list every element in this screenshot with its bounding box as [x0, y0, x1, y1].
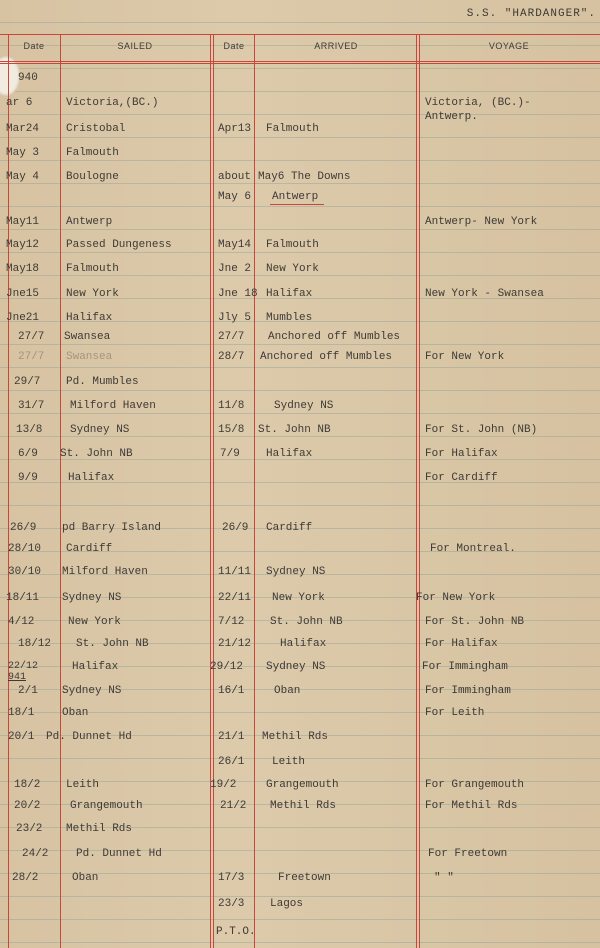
sailed-date: 29/7	[14, 376, 41, 388]
arrived-port: Grangemouth	[266, 779, 339, 791]
log-row	[0, 239, 600, 257]
log-row	[0, 147, 600, 165]
arrived-port: Freetown	[278, 872, 331, 884]
sailed-port: Cristobal	[66, 123, 126, 135]
sailed-date: Mar24	[6, 123, 40, 135]
sailed-date: 26/9	[10, 522, 37, 534]
sailed-date: 4/12	[8, 616, 35, 628]
log-row	[0, 400, 600, 418]
sailed-port: Pd. Dunnet Hd	[46, 731, 132, 743]
sailed-port: Passed Dungeness	[66, 239, 172, 251]
log-row	[0, 685, 600, 703]
sailed-date: 2/1	[18, 685, 38, 697]
arrived-date: 26/9	[222, 522, 249, 534]
arrived-port: Falmouth	[266, 123, 319, 135]
log-row	[0, 800, 600, 818]
arrived-date: Jne 2	[218, 263, 252, 275]
voyage: For St. John (NB)	[425, 424, 538, 436]
sailed-date: May18	[6, 263, 40, 275]
log-row	[0, 872, 600, 890]
arrived-date: 26/1	[218, 756, 245, 768]
log-row	[0, 566, 600, 584]
arrived-port: May6 The Downs	[258, 171, 351, 183]
sailed-date: Jne15	[6, 288, 40, 300]
arrived-port: Mumbles	[266, 312, 313, 324]
log-row	[0, 823, 600, 841]
sailed-date: Jne21	[6, 312, 40, 324]
voyage: For New York	[425, 351, 505, 363]
arrived-date: 11/11	[218, 566, 252, 578]
arrived-date: 17/3	[218, 872, 245, 884]
voyage: For Halifax	[425, 638, 498, 650]
log-row	[0, 376, 600, 394]
sailed-date: 18/11	[6, 592, 40, 604]
sailed-port: Methil Rds	[66, 823, 133, 835]
arrived-port: Antwerp	[272, 191, 319, 203]
arrived-port: Leith	[272, 756, 306, 768]
sailed-date: 18/12	[18, 638, 52, 650]
sailed-port: Boulogne	[66, 171, 119, 183]
sailed-port: St. John NB	[76, 638, 149, 650]
arrived-port: Anchored off Mumbles	[268, 331, 401, 343]
arrived-date: 23/3	[218, 898, 245, 910]
arrived-port: Sydney NS	[274, 400, 334, 412]
sailed-port: Antwerp	[66, 216, 113, 228]
log-row	[0, 848, 600, 866]
sailed-port: Sydney NS	[70, 424, 130, 436]
sailed-port: Victoria,(BC.)	[66, 97, 159, 109]
arrived-date: 28/7	[218, 351, 245, 363]
arrived-port: Cardiff	[266, 522, 313, 534]
log-row	[0, 331, 600, 349]
arrived-date: 21/12	[218, 638, 252, 650]
arrived-date: about	[218, 171, 252, 183]
log-row	[0, 171, 600, 189]
arrived-date: May 6	[218, 191, 252, 203]
header-voyage: VOYAGE	[488, 41, 530, 51]
arrived-date: 22/11	[218, 592, 252, 604]
voyage: Antwerp- New York	[425, 216, 538, 228]
sailed-port: Grangemouth	[70, 800, 143, 812]
sailed-date: 23/2	[16, 823, 43, 835]
arrived-port: New York	[272, 592, 325, 604]
arrived-port: St. John NB	[258, 424, 331, 436]
sailed-date: May 4	[6, 171, 40, 183]
voyage: For Methil Rds	[425, 800, 518, 812]
arrived-date: 19/2	[210, 779, 237, 791]
voyage: Antwerp.	[425, 111, 478, 123]
arrived-port: Anchored off Mumbles	[260, 351, 393, 363]
sailed-date: 6/9	[18, 448, 38, 460]
sailed-date: 28/10	[8, 543, 42, 555]
sailed-port: Halifax	[66, 312, 113, 324]
arrived-port: Methil Rds	[270, 800, 337, 812]
sailed-date: 31/7	[18, 400, 45, 412]
sailed-port: Falmouth	[66, 263, 119, 275]
sailed-port: pd Barry Island	[62, 522, 162, 534]
sailed-date: 27/7	[18, 351, 45, 363]
log-row	[0, 448, 600, 466]
sailed-port: New York	[66, 288, 119, 300]
sailed-date: 20/1	[8, 731, 35, 743]
sailed-date: ar 6	[6, 97, 33, 109]
voyage: For Freetown	[428, 848, 508, 860]
arrived-port: Methil Rds	[262, 731, 329, 743]
log-row	[0, 522, 600, 540]
voyage: For Immingham	[422, 661, 508, 673]
voyage: New York - Swansea	[425, 288, 544, 300]
log-row	[0, 191, 600, 209]
sailed-date: May11	[6, 216, 40, 228]
header-arrived: ARRIVED	[314, 41, 358, 51]
sailed-port: Leith	[66, 779, 100, 791]
arrived-port: Lagos	[270, 898, 304, 910]
voyage: For St. John NB	[425, 616, 525, 628]
voyage: For New York	[416, 592, 496, 604]
sailed-date: May12	[6, 239, 40, 251]
sailed-port: Swansea	[66, 351, 113, 363]
sailed-port: Milford Haven	[70, 400, 156, 412]
log-row	[0, 756, 600, 774]
sailed-port: Oban	[62, 707, 89, 719]
arrived-date: 15/8	[218, 424, 245, 436]
sailed-port: Cardiff	[66, 543, 113, 555]
sailed-port: Sydney NS	[62, 685, 122, 697]
arrived-port: Sydney NS	[266, 566, 326, 578]
arrived-date: 27/7	[218, 331, 245, 343]
log-row	[0, 123, 600, 141]
year-label: 940	[18, 72, 38, 84]
log-row	[0, 312, 600, 330]
sailed-port: Halifax	[72, 661, 119, 673]
log-row	[0, 472, 600, 490]
arrived-date: Apr13	[218, 123, 252, 135]
sailed-date: 30/10	[8, 566, 42, 578]
sailed-date: 27/7	[18, 331, 45, 343]
arrived-port: Halifax	[280, 638, 327, 650]
sailed-date: 18/2	[14, 779, 41, 791]
sailed-port: Falmouth	[66, 147, 119, 159]
sailed-port: Sydney NS	[62, 592, 122, 604]
log-row	[0, 592, 600, 610]
log-row	[0, 424, 600, 442]
log-row	[0, 661, 600, 679]
sailed-port: Halifax	[68, 472, 115, 484]
header-sailed: SAILED	[117, 41, 153, 51]
log-row	[0, 638, 600, 656]
voyage: For Grangemouth	[425, 779, 525, 791]
sailed-date: 22/12	[8, 661, 39, 672]
sailed-date: 18/1	[8, 707, 35, 719]
log-row	[0, 216, 600, 234]
page-turn-note: P.T.O.	[216, 926, 256, 938]
ship-name: S.S. "HARDANGER".	[466, 8, 596, 20]
arrived-port: New York	[266, 263, 319, 275]
arrived-port: Falmouth	[266, 239, 319, 251]
sailed-date: 13/8	[16, 424, 43, 436]
voyage: For Immingham	[425, 685, 511, 697]
log-row	[0, 351, 600, 369]
log-row	[0, 263, 600, 281]
log-row	[0, 731, 600, 749]
arrived-date: 7/9	[220, 448, 240, 460]
sailed-port: Pd. Mumbles	[66, 376, 139, 388]
sailed-port: Swansea	[64, 331, 111, 343]
log-row	[0, 288, 600, 306]
arrived-date: 21/2	[220, 800, 247, 812]
voyage: For Halifax	[425, 448, 498, 460]
arrived-date: 11/8	[218, 400, 245, 412]
log-row	[0, 616, 600, 634]
arrived-date: Jne 18	[218, 288, 258, 300]
voyage: For Leith	[425, 707, 485, 719]
sailed-date: 9/9	[18, 472, 38, 484]
arrived-port: Halifax	[266, 448, 313, 460]
arrived-date: May14	[218, 239, 252, 251]
year-label-1941: 941	[8, 672, 27, 683]
arrived-port: Sydney NS	[266, 661, 326, 673]
arrived-date: 21/1	[218, 731, 245, 743]
header-date-arrived: Date	[223, 41, 245, 51]
arrived-port: St. John NB	[270, 616, 343, 628]
header-date-sailed: Date	[23, 41, 45, 51]
sailed-port: New York	[68, 616, 121, 628]
log-row	[0, 779, 600, 797]
arrived-port: Halifax	[266, 288, 313, 300]
sailed-date: 24/2	[22, 848, 49, 860]
arrived-date: Jly 5	[218, 312, 252, 324]
log-row	[0, 898, 600, 916]
voyage: " "	[434, 872, 454, 884]
sailed-port: Oban	[72, 872, 99, 884]
log-row	[0, 543, 600, 561]
voyage: Victoria, (BC.)-	[425, 97, 531, 109]
sailed-port: St. John NB	[60, 448, 133, 460]
sailed-date: 20/2	[14, 800, 41, 812]
sailed-date: May 3	[6, 147, 40, 159]
arrived-date: 29/12	[210, 661, 244, 673]
arrived-port: Oban	[274, 685, 301, 697]
sailed-port: Pd. Dunnet Hd	[76, 848, 162, 860]
arrived-date: 7/12	[218, 616, 245, 628]
log-row	[0, 707, 600, 725]
arrived-date: 16/1	[218, 685, 245, 697]
voyage: For Cardiff	[425, 472, 498, 484]
sailed-date: 28/2	[12, 872, 39, 884]
sailed-port: Milford Haven	[62, 566, 148, 578]
voyage: For Montreal.	[430, 543, 516, 555]
